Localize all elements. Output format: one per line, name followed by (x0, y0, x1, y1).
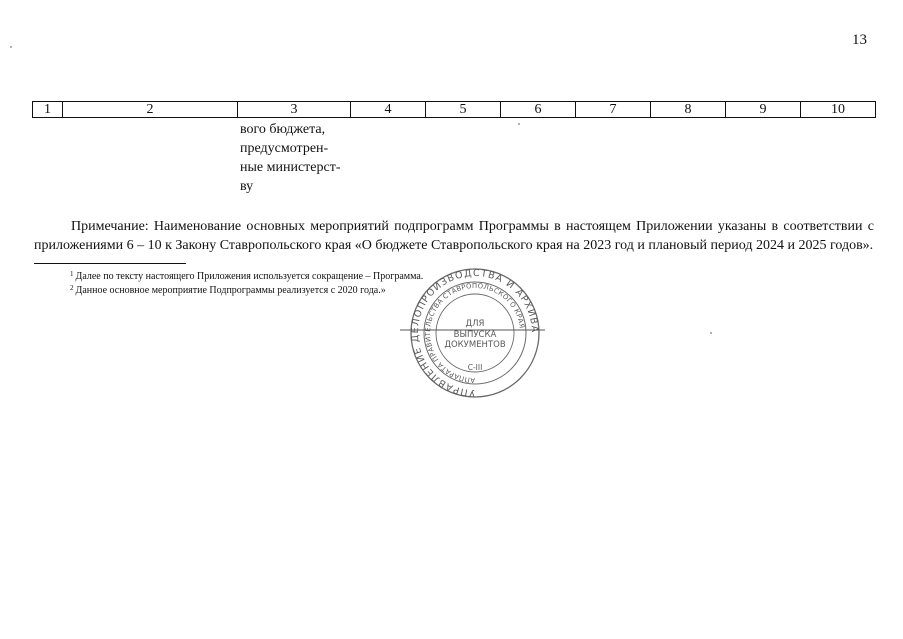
stamp-center-line-2: ВЫПУСКА (453, 330, 497, 340)
column-number-cell: 3 (238, 102, 351, 118)
stamp-seal-icon (400, 266, 550, 399)
column-number-table (32, 101, 876, 118)
column-number-cell: 10 (801, 102, 876, 118)
column-number-cell: 1 (33, 102, 63, 118)
column-number-cell: 4 (351, 102, 426, 118)
stamp-center-line-3: ДОКУМЕНТОВ (444, 340, 506, 350)
footnote-separator (34, 263, 186, 264)
stamp-outer-text: УПРАВЛЕНИЕ ДЕЛОПРОИЗВОДСТВА И АРХИВА (409, 267, 541, 399)
column-number-cell: 5 (426, 102, 501, 118)
footnote-text: Далее по тексту настоящего Приложения используется сокращение – Программа. (75, 271, 424, 282)
table-header-row (33, 102, 876, 118)
stamp-code: С-III (467, 363, 483, 372)
column-number-cell: 6 (501, 102, 576, 118)
column-number-cell: 8 (651, 102, 726, 118)
text-line: вого бюджета, (240, 122, 326, 137)
text-line: ные министерст- (240, 160, 341, 175)
text-line: ву (240, 179, 254, 194)
column-number-cell: 2 (63, 102, 238, 118)
footnote-marker: 1 (70, 270, 74, 278)
text-line: предусмотрен- (240, 141, 329, 156)
column-number-cell: 9 (726, 102, 801, 118)
footnote-text: Данное основное мероприятие Подпрограммы реализуется с 2020 года.» (75, 285, 386, 296)
official-stamp (400, 266, 550, 399)
column3-continuation-text (240, 120, 350, 196)
scan-speck (10, 46, 12, 48)
footnote-marker: 2 (70, 284, 74, 292)
note-paragraph: Примечание: Наименование основных мероприятий подпрограмм Программы в настоящем Приложении указаны в соответствии с приложениями 6 – 10 к Закону Ставропольского края «О бюджете Ставропольского края на 2023 год и плановый период 2024 и 2025 годов». (34, 219, 874, 253)
column-number-cell: 7 (576, 102, 651, 118)
stamp-center-line-1: ДЛЯ (465, 319, 485, 329)
page-number: 13 (852, 32, 867, 48)
stamp-inner-text: АППАРАТА ПРАВИТЕЛЬСТВА СТАВРОПОЛЬСКОГО КРАЯ (423, 281, 526, 385)
scan-speck (518, 123, 520, 125)
scan-speck (710, 332, 712, 334)
footnote-1 (70, 270, 423, 282)
footnote-2 (70, 284, 386, 296)
